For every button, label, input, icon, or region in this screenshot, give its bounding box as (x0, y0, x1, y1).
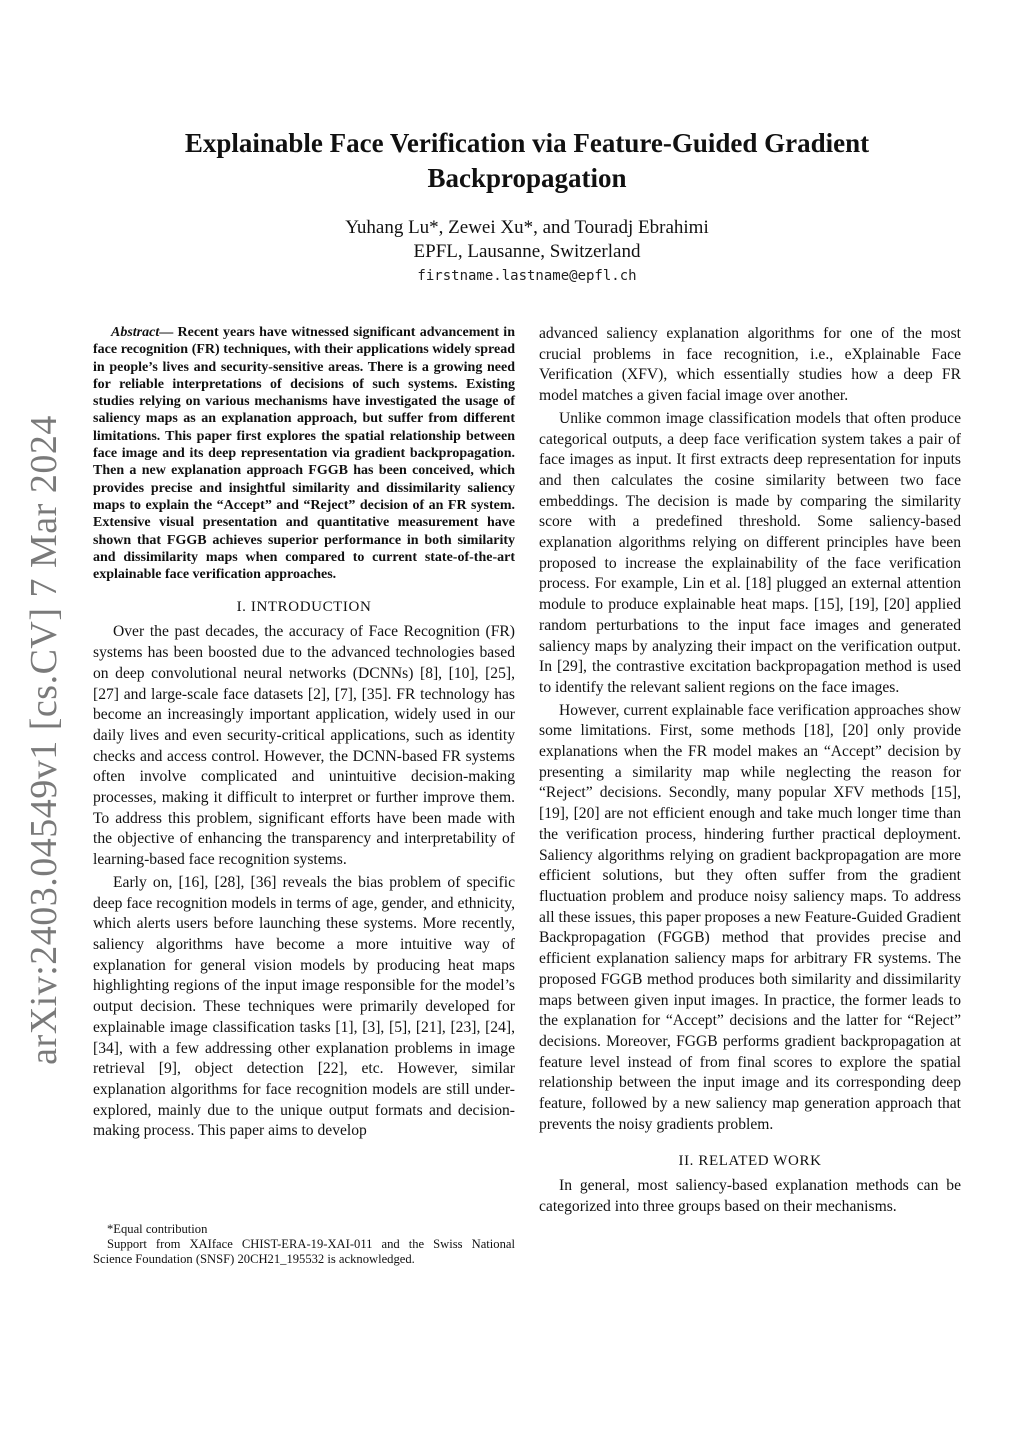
arxiv-identifier: arXiv:2403.04549v1 [cs.CV] 7 Mar 2024 (23, 415, 65, 1065)
author-list: Yuhang Lu*, Zewei Xu*, and Touradj Ebrahimi (345, 217, 709, 238)
body-paragraph: However, current explainable face verification approaches show some limitations. First, some methods [18], [20] only provide explanations when the FR model makes an “Accept” decision by presenting a similarity map while neglecting the reason for “Reject” decisions. Secondly, many popular XFV methods [15], [19], [20] are not efficient enough and take much longer time than the verification process, hindering further practical deployment. Saliency algorithms relying on gradient backpropagation are more efficient solutions, but they often suffer from the gradient fluctuation problem and produce noisy saliency maps. To address all these issues, this paper proposes a new Feature-Guided Gradient Backpropagation (FGGB) method that provides precise and efficient explanation saliency maps for arbitrary FR systems. The proposed FGGB method produces both similarity and dissimilarity maps between given input images. In practice, the former leads to the explanation for “Accept” decisions and the latter for “Reject” decisions. Moreover, FGGB performs gradient backpropagation at feature level instead of from final scores to explore the spatial relationship between the input image and its corresponding deep feature, followed by a new saliency map generation approach that prevents the noisy gradients problem. (539, 701, 961, 1133)
paper-title: Explainable Face Verification via Feature-Guided Gradient Backpropagation (184, 128, 870, 193)
related-work-paragraph: In general, most saliency-based explanation methods can be categorized into three groups based on their mechanisms. (539, 1177, 961, 1216)
body-paragraph: advanced saliency explanation algorithms for one of the most crucial problems in face recognition, i.e., eXplainable Face Verification (XFV), which essentially studies how a deep FR model matches a given facial image over another. (539, 325, 961, 405)
footnote-equal-contribution: *Equal contribution (107, 1222, 208, 1236)
section-heading-introduction: I. INTRODUCTION (236, 599, 372, 616)
right-column (539, 324, 961, 1220)
abstract-label: Abstract (111, 325, 160, 340)
intro-paragraph: Over the past decades, the accuracy of Face Recognition (FR) systems has been boosted due to the advanced technologies based on deep convolutional neural networks (DCNNs) [8], [10], [25], [27] and large-scale face datasets [2], [7], [35]. FR technology has become an increasingly important application, widely used in our daily lives and even security-critical applications, such as identity checks and access control. However, the DCNN-based FR systems often involve complicated and unintuitive decision-making processes, making it difficult to interpret or further improve them. To address this problem, significant efforts have been made with the objective of enhancing the transparency and interpretability of learning-based face recognition systems. (93, 623, 515, 869)
left-column (93, 324, 515, 1144)
contact-email: firstname.lastname@epfl.ch (417, 268, 637, 284)
abstract (93, 324, 515, 583)
abstract-text: — Recent years have witnessed significant advancement in face recognition (FR) techniques, with their applications widely spread in people’s lives and security-sensitive areas. There is a growing need for reliable interpretations of decisions of such systems. Existing studies relying on various mechanisms have investigated the usage of saliency maps as an explanation approach, but suffer from different limitations. This paper first explores the spatial relationship between face image and its deep representation via gradient backpropagation. Then a new explanation approach FGGB has been conceived, which provides precise and insightful similarity and dissimilarity saliency maps to explain the “Accept” and “Reject” decision of an FR system. Extensive visual presentation and quantitative measurement have shown that FGGB achieves superior performance in both similarity and dissimilarity maps when compared to current state-of-the-art explainable face verification approaches. (93, 325, 515, 583)
footnote-funding: Support from XAIface CHIST-ERA-19-XAI-011 and the Swiss National Science Foundation (SNSF) 20CH21_195532 is acknowledged. (93, 1237, 515, 1266)
section-heading-related-work: II. RELATED WORK (678, 1153, 822, 1170)
intro-paragraph: Early on, [16], [28], [36] reveals the bias problem of specific deep face recognition models in terms of age, gender, and ethnicity, which alerts users before launching these systems. More recently, saliency algorithms have become a more intuitive way of explanation for general vision models by producing heat maps highlighting regions of the input image responsible for the model’s output decision. These techniques were primarily developed for explainable image classification tasks [1], [3], [5], [21], [23], [24], [34], with a few addressing other explanation problems in image retrieval [9], object detection [22], etc. However, similar explanation algorithms for face recognition models are still under-explored, mainly due to the unique output formats and decision-making process. This paper aims to develop (93, 873, 515, 1140)
footnotes (93, 1222, 515, 1267)
body-paragraph: Unlike common image classification models that often produce categorical outputs, a deep face verification system takes a pair of face images as input. It first extracts deep representation for inputs and then calculates the cosine similarity between two face embeddings. The decision is made by comparing the similarity score with a predefined threshold. Some saliency-based explanation algorithms relying on different principles have been proposed to increase the explainability of the face verification process. For example, Lin et al. [18] plugged an external attention module to produce explainable heat maps. [15], [19], [20] applied random perturbations to the input face images and generated saliency maps by analyzing their impact on the verification output. In [29], the contrastive excitation backpropagation method is used to identify the relevant salient regions on the face images. (539, 409, 961, 696)
affiliation: EPFL, Lausanne, Switzerland (413, 241, 641, 262)
